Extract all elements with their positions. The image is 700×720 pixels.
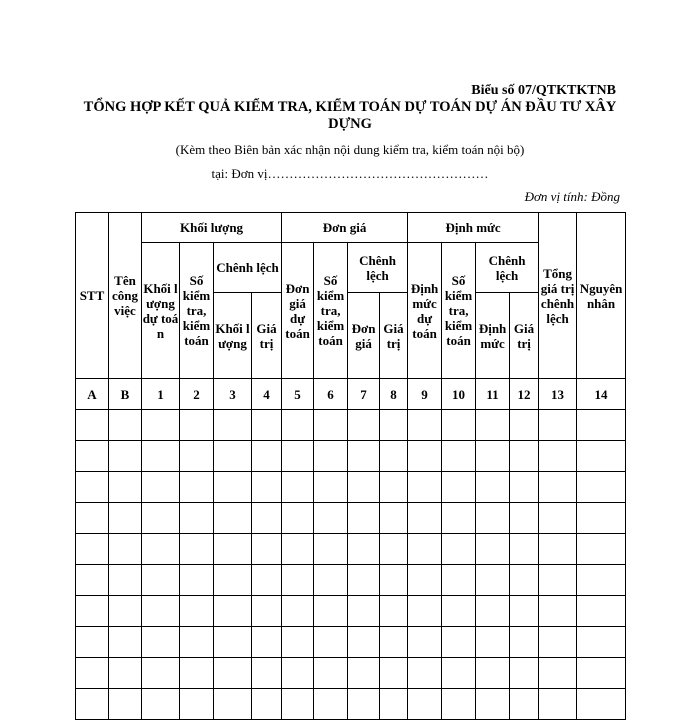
- document-subtitle: (Kèm theo Biên bản xác nhận nội dung kiểm tra, kiểm toán nội bộ): [175, 142, 525, 157]
- table-cell[interactable]: [577, 658, 626, 689]
- table-cell[interactable]: [348, 627, 380, 658]
- table-row: [76, 503, 626, 534]
- currency-unit: Đơn vị tính: Đồng: [524, 189, 620, 204]
- table-cell[interactable]: [380, 658, 408, 689]
- table-cell[interactable]: [282, 534, 314, 565]
- table-cell[interactable]: [109, 410, 142, 441]
- table-row: [76, 627, 626, 658]
- table-cell[interactable]: [408, 534, 442, 565]
- table-cell[interactable]: [577, 565, 626, 596]
- table-cell[interactable]: [282, 441, 314, 472]
- table-cell[interactable]: [314, 658, 348, 689]
- table-cell[interactable]: [252, 689, 282, 720]
- table-cell[interactable]: [76, 689, 109, 720]
- document-title: TỔNG HỢP KẾT QUẢ KIỂM TRA, KIỂM TOÁN DỰ TOÁN DỰ ÁN ĐẦU TƯ XÂY DỰNG: [83, 99, 617, 132]
- table-cell[interactable]: [380, 596, 408, 627]
- table-cell[interactable]: [180, 658, 214, 689]
- table-cell[interactable]: [510, 627, 539, 658]
- table-cell[interactable]: [76, 596, 109, 627]
- table-cell[interactable]: [109, 689, 142, 720]
- table-cell[interactable]: [142, 503, 180, 534]
- header-kl-du-toan: Khối lượng dự toán: [142, 243, 180, 379]
- table-cell[interactable]: [380, 689, 408, 720]
- table-cell[interactable]: [510, 441, 539, 472]
- header-dinh-muc: Định mức: [408, 213, 539, 243]
- table-cell[interactable]: [476, 534, 510, 565]
- header-nguyen-nhan: Nguyên nhân: [577, 213, 626, 379]
- table-cell[interactable]: [539, 534, 577, 565]
- table-row: [76, 565, 626, 596]
- table-cell[interactable]: [282, 596, 314, 627]
- table-cell[interactable]: [76, 658, 109, 689]
- table-cell[interactable]: [408, 410, 442, 441]
- table-cell[interactable]: [510, 658, 539, 689]
- table-cell[interactable]: [109, 534, 142, 565]
- table-cell[interactable]: [510, 689, 539, 720]
- table-cell[interactable]: [314, 472, 348, 503]
- table-cell[interactable]: [282, 689, 314, 720]
- header-kl-gia-tri: Giá trị: [252, 293, 282, 379]
- table-cell[interactable]: [252, 472, 282, 503]
- table-cell[interactable]: [252, 596, 282, 627]
- header-ten-cong-viec: Tên công việc: [109, 213, 142, 379]
- table-cell[interactable]: [142, 565, 180, 596]
- table-cell[interactable]: [76, 534, 109, 565]
- table-cell[interactable]: [314, 503, 348, 534]
- table-cell[interactable]: [380, 410, 408, 441]
- table-cell[interactable]: [476, 596, 510, 627]
- table-cell[interactable]: [314, 441, 348, 472]
- table-cell[interactable]: [476, 689, 510, 720]
- table-cell[interactable]: [282, 410, 314, 441]
- table-cell[interactable]: [180, 472, 214, 503]
- table-cell[interactable]: [348, 503, 380, 534]
- table-row: [76, 596, 626, 627]
- table-cell[interactable]: [314, 596, 348, 627]
- header-dm-dinh-muc: Định mức: [476, 293, 510, 379]
- table-cell[interactable]: [180, 565, 214, 596]
- table-cell[interactable]: [252, 534, 282, 565]
- table-cell[interactable]: [380, 472, 408, 503]
- header-dg-gia-tri: Giá trị: [380, 293, 408, 379]
- column-code-row: [76, 379, 626, 410]
- table-cell[interactable]: [142, 534, 180, 565]
- form-code: Biểu số 07/QTKTKTNB: [471, 83, 616, 98]
- table-cell[interactable]: [539, 503, 577, 534]
- table-cell[interactable]: [314, 410, 348, 441]
- column-code: 1: [142, 379, 180, 410]
- table-cell[interactable]: [442, 441, 476, 472]
- table-cell[interactable]: [539, 627, 577, 658]
- table-cell[interactable]: [539, 472, 577, 503]
- header-dg-so-kiem-tra: Số kiểm tra, kiểm toán: [314, 243, 348, 379]
- table-cell[interactable]: [408, 503, 442, 534]
- header-dg-don-gia: Đơn giá: [348, 293, 380, 379]
- table-cell[interactable]: [109, 627, 142, 658]
- table-cell[interactable]: [348, 441, 380, 472]
- table-cell[interactable]: [76, 565, 109, 596]
- unit-location-line: tại: Đơn vị……………………………………………: [211, 166, 489, 181]
- table-cell[interactable]: [214, 534, 252, 565]
- table-cell[interactable]: [180, 410, 214, 441]
- table-cell[interactable]: [180, 534, 214, 565]
- blank-rows: [76, 410, 626, 720]
- table-cell[interactable]: [577, 441, 626, 472]
- table-cell[interactable]: [282, 658, 314, 689]
- table-cell[interactable]: [539, 658, 577, 689]
- table-cell[interactable]: [577, 472, 626, 503]
- header-dm-gia-tri: Giá trị: [510, 293, 539, 379]
- table-cell[interactable]: [408, 472, 442, 503]
- table-cell[interactable]: [442, 689, 476, 720]
- column-code: 11: [476, 379, 510, 410]
- table-cell[interactable]: [214, 472, 252, 503]
- table-cell[interactable]: [408, 565, 442, 596]
- table-cell[interactable]: [442, 565, 476, 596]
- table-cell[interactable]: [348, 534, 380, 565]
- table-cell[interactable]: [408, 596, 442, 627]
- table-cell[interactable]: [314, 689, 348, 720]
- table-cell[interactable]: [510, 410, 539, 441]
- table-cell[interactable]: [380, 627, 408, 658]
- column-code: 3: [214, 379, 252, 410]
- table-cell[interactable]: [314, 565, 348, 596]
- column-code: 4: [252, 379, 282, 410]
- table-cell[interactable]: [142, 627, 180, 658]
- table-cell[interactable]: [76, 503, 109, 534]
- table-cell[interactable]: [282, 503, 314, 534]
- table-cell[interactable]: [180, 503, 214, 534]
- table-cell[interactable]: [476, 441, 510, 472]
- table-cell[interactable]: [214, 503, 252, 534]
- table-cell[interactable]: [442, 410, 476, 441]
- table-cell[interactable]: [214, 441, 252, 472]
- table-row: [76, 658, 626, 689]
- table-cell[interactable]: [180, 627, 214, 658]
- table-cell[interactable]: [539, 410, 577, 441]
- table-cell[interactable]: [408, 441, 442, 472]
- table-cell[interactable]: [476, 410, 510, 441]
- table-cell[interactable]: [109, 441, 142, 472]
- table-cell[interactable]: [214, 596, 252, 627]
- table-cell[interactable]: [442, 658, 476, 689]
- column-code: 13: [539, 379, 577, 410]
- table-cell[interactable]: [539, 441, 577, 472]
- table-cell[interactable]: [252, 627, 282, 658]
- table-cell[interactable]: [510, 534, 539, 565]
- column-code: 5: [282, 379, 314, 410]
- header-kl-so-kiem-tra: Số kiểm tra, kiểm toán: [180, 243, 214, 379]
- table-cell[interactable]: [476, 627, 510, 658]
- table-cell[interactable]: [539, 596, 577, 627]
- table-cell[interactable]: [142, 596, 180, 627]
- table-row: [76, 441, 626, 472]
- table-cell[interactable]: [109, 472, 142, 503]
- header-tong-gia-tri: Tổng giá trị chênh lệch: [539, 213, 577, 379]
- header-don-gia-du-toan: Đơn giá dự toán: [282, 243, 314, 379]
- table-cell[interactable]: [76, 441, 109, 472]
- table-cell[interactable]: [142, 472, 180, 503]
- table-cell[interactable]: [109, 565, 142, 596]
- table-cell[interactable]: [142, 410, 180, 441]
- header-stt: STT: [76, 213, 109, 379]
- table-cell[interactable]: [510, 503, 539, 534]
- table-cell[interactable]: [442, 627, 476, 658]
- table-cell[interactable]: [577, 596, 626, 627]
- table-cell[interactable]: [348, 658, 380, 689]
- header-dinh-muc-du-toan: Định mức dự toán: [408, 243, 442, 379]
- table-cell[interactable]: [282, 472, 314, 503]
- table-cell[interactable]: [252, 565, 282, 596]
- table-cell[interactable]: [214, 410, 252, 441]
- table-cell[interactable]: [180, 596, 214, 627]
- table-cell[interactable]: [180, 441, 214, 472]
- table-cell[interactable]: [408, 627, 442, 658]
- table-cell[interactable]: [577, 410, 626, 441]
- table-cell[interactable]: [510, 565, 539, 596]
- table-cell[interactable]: [282, 627, 314, 658]
- header-khoi-luong: Khối lượng: [142, 213, 282, 243]
- table-cell[interactable]: [142, 658, 180, 689]
- table-cell[interactable]: [380, 441, 408, 472]
- table-cell[interactable]: [252, 503, 282, 534]
- column-code: 14: [577, 379, 626, 410]
- table-row: [76, 534, 626, 565]
- table-cell[interactable]: [180, 689, 214, 720]
- column-code: B: [109, 379, 142, 410]
- table-cell[interactable]: [348, 472, 380, 503]
- table-cell[interactable]: [109, 658, 142, 689]
- table-cell[interactable]: [442, 596, 476, 627]
- table-cell[interactable]: [76, 410, 109, 441]
- table-cell[interactable]: [442, 472, 476, 503]
- table-row: [76, 689, 626, 720]
- table-cell[interactable]: [380, 565, 408, 596]
- table-cell[interactable]: [314, 627, 348, 658]
- column-code: 12: [510, 379, 539, 410]
- table-cell[interactable]: [348, 565, 380, 596]
- header-dm-so-kiem-tra: Số kiểm tra, kiểm toán: [442, 243, 476, 379]
- table-cell[interactable]: [380, 534, 408, 565]
- table-cell[interactable]: [380, 503, 408, 534]
- table-cell[interactable]: [214, 565, 252, 596]
- table-cell[interactable]: [476, 565, 510, 596]
- table-cell[interactable]: [442, 534, 476, 565]
- column-code: 8: [380, 379, 408, 410]
- table-cell[interactable]: [142, 689, 180, 720]
- table-cell[interactable]: [214, 689, 252, 720]
- audit-summary-table: [75, 212, 626, 720]
- table-cell[interactable]: [476, 658, 510, 689]
- table-cell[interactable]: [539, 565, 577, 596]
- table-cell[interactable]: [109, 596, 142, 627]
- table-cell[interactable]: [476, 472, 510, 503]
- table-cell[interactable]: [408, 689, 442, 720]
- table-cell[interactable]: [214, 627, 252, 658]
- table-cell[interactable]: [510, 472, 539, 503]
- header-kl-chenh-lech: Chênh lệch: [214, 243, 282, 293]
- table-cell[interactable]: [142, 441, 180, 472]
- column-code: 9: [408, 379, 442, 410]
- table-cell[interactable]: [442, 503, 476, 534]
- column-code: A: [76, 379, 109, 410]
- table-row: [76, 472, 626, 503]
- table-cell[interactable]: [109, 503, 142, 534]
- table-cell[interactable]: [476, 503, 510, 534]
- table-cell[interactable]: [252, 658, 282, 689]
- table-cell[interactable]: [214, 658, 252, 689]
- column-code: 10: [442, 379, 476, 410]
- header-row-1: [76, 213, 626, 243]
- table-cell[interactable]: [510, 596, 539, 627]
- column-code: 6: [314, 379, 348, 410]
- table-cell[interactable]: [577, 689, 626, 720]
- header-don-gia: Đơn giá: [282, 213, 408, 243]
- table-cell[interactable]: [539, 689, 577, 720]
- table-cell[interactable]: [577, 503, 626, 534]
- table-cell[interactable]: [408, 658, 442, 689]
- table-row: [76, 410, 626, 441]
- table-cell[interactable]: [314, 534, 348, 565]
- header-kl-khoi-luong: Khối lượng: [214, 293, 252, 379]
- table-cell[interactable]: [76, 627, 109, 658]
- table-cell[interactable]: [282, 565, 314, 596]
- table-cell[interactable]: [252, 441, 282, 472]
- table-cell[interactable]: [577, 627, 626, 658]
- table-cell[interactable]: [348, 596, 380, 627]
- header-dg-chenh-lech: Chênh lệch: [348, 243, 408, 293]
- table-cell[interactable]: [76, 472, 109, 503]
- table-cell[interactable]: [348, 410, 380, 441]
- column-code: 7: [348, 379, 380, 410]
- header-dm-chenh-lech: Chênh lệch: [476, 243, 539, 293]
- table-cell[interactable]: [252, 410, 282, 441]
- table-cell[interactable]: [348, 689, 380, 720]
- table-cell[interactable]: [577, 534, 626, 565]
- column-code: 2: [180, 379, 214, 410]
